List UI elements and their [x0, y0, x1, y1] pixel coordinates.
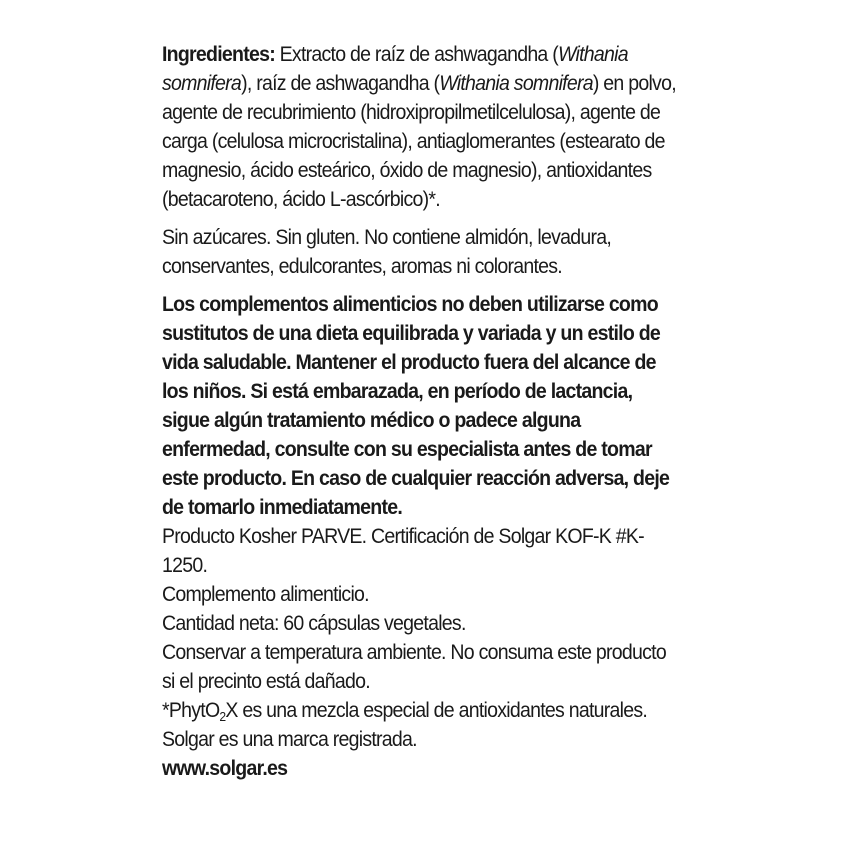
free-from-statement: Sin azúcares. Sin gluten. No contiene almidón, levadura, conservantes, edulcorantes, aromas ni colorantes.	[162, 226, 612, 278]
ingredients-heading: Ingredientes:	[162, 43, 275, 66]
ingredients-text-2: ), raíz de ashwagandha (	[241, 72, 440, 95]
storage-instructions: Conservar a temperatura ambiente. No consuma este producto si el precinto está dañado.	[162, 641, 666, 693]
kosher-statement: Producto Kosher PARVE. Certificación de Solgar KOF-K #K-1250.	[162, 525, 644, 577]
phytox-note-subscript: 2	[219, 709, 226, 724]
website-link[interactable]: www.solgar.es	[162, 757, 288, 780]
supplement-statement: Complemento alimenticio.	[162, 583, 369, 606]
phytox-note	[162, 696, 683, 725]
ingredients-text-3: ) en polvo, agente de recubrimiento (hidroxipropilmetilcelulosa), agente de carga (celulosa microcristalina), antiaglomerantes (estearato de magnesio, ácido esteárico, óxido de magnesio), antioxidantes (betacaroteno, ácido L-ascórbico)*.	[162, 72, 676, 211]
trademark-statement: Solgar es una marca registrada.	[162, 728, 417, 751]
net-quantity: Cantidad neta: 60 cápsulas vegetales.	[162, 612, 466, 635]
warning-statement: Los complementos alimenticios no deben utilizarse como sustitutos de una dieta equilibrada y variada y un estilo de vida saludable. Mantener el producto fuera del alcance de los niños. Si está embarazada, en período de lactancia, sigue algún tratamiento médico o padece alguna enfermedad, consulte con su especialista antes de tomar este producto. En caso de cualquier reacción adversa, deje de tomarlo inmediatamente.	[162, 293, 670, 519]
ingredients-text-1: Extracto de raíz de ashwagandha (	[274, 43, 559, 66]
latin-name-1: Withania somnifera	[162, 43, 628, 95]
phytox-note-pre: *PhytO	[162, 699, 220, 722]
ingredients-paragraph	[162, 40, 683, 214]
latin-name-2: Withania somnifera	[439, 72, 593, 95]
product-label-text	[162, 40, 683, 783]
phytox-note-post: X es una mezcla especial de antioxidantes naturales.	[225, 699, 648, 722]
